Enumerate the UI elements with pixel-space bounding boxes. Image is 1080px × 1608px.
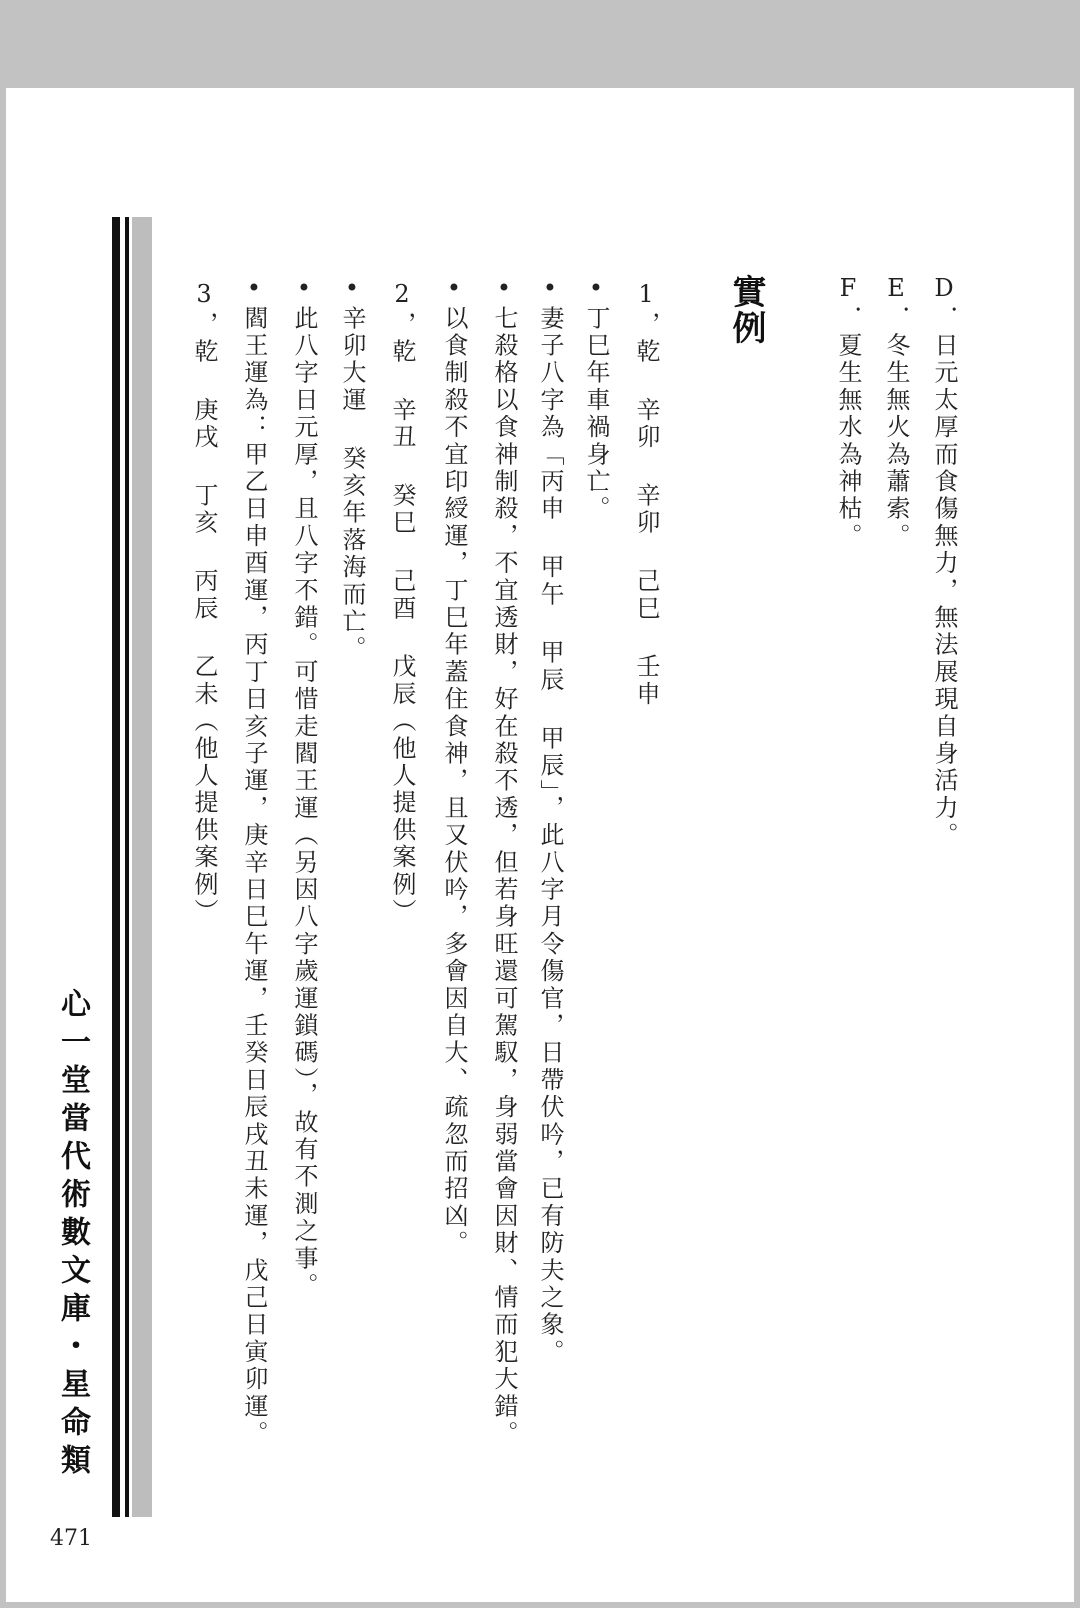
decorative-bar-black-thin <box>125 217 129 1517</box>
line-d: D．日元太厚而食傷無力，無法展現自身活力。 <box>930 274 958 850</box>
example3-header: 3，乾 庚戌 丁亥 丙辰 乙未（他人提供案例） <box>190 280 218 926</box>
line-f: F．夏生無水為神枯。 <box>834 274 862 550</box>
example1-header: 1，乾 辛卯 辛卯 己巳 壬申 <box>632 280 660 708</box>
example1-note-4: •以食制殺不宜印綬運，丁巳年蓋住食神，且又伏吟，多會因自大、疏忽而招凶。 <box>440 274 468 1258</box>
example2-note-3: •閻王運為：甲乙日申酉運，丙丁日亥子運，庚辛日巳午運，壬癸日辰戌丑未運，戊己日寅卯運。 <box>240 274 268 1448</box>
decorative-bar-black <box>112 217 120 1517</box>
page-number: 471 <box>50 1526 92 1551</box>
example2-note-2: •此八字日元厚，且八字不錯。可惜走閻王運（另因八字歲運鎖碼），故有不測之事。 <box>290 274 318 1300</box>
line-e: E．冬生無火為蕭索。 <box>882 274 910 550</box>
book-page <box>6 88 1074 1602</box>
example1-note-1: •丁巳年車禍身亡。 <box>582 274 610 523</box>
example1-note-2: •妻子八字為「丙申 甲午 甲辰 甲辰」，此八字月令傷官，日帶伏吟，已有防夫之象。 <box>536 274 564 1366</box>
example2-header: 2，乾 辛丑 癸巳 己酉 戊辰（他人提供案例） <box>388 280 416 926</box>
section-heading: 實例 <box>726 274 766 346</box>
example2-note-1: •辛卯大運 癸亥年落海而亡。 <box>338 274 366 663</box>
example1-note-3: •七殺格以食神制殺，不宜透財，好在殺不透，但若身旺還可駕馭，身弱當會因財、情而犯大錯。 <box>490 274 518 1448</box>
decorative-bar-gray <box>132 217 152 1517</box>
series-title: 心一堂當代術數文庫・星命類 <box>55 988 90 1482</box>
